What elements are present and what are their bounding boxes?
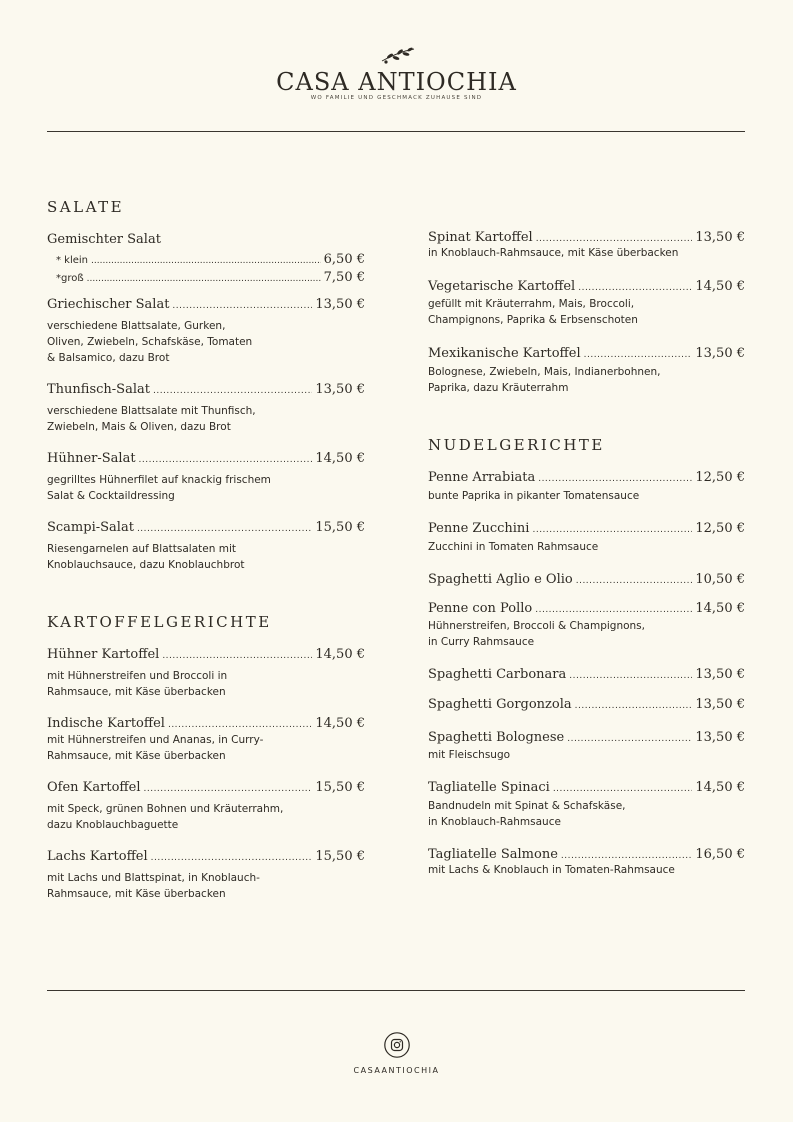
leader-dots [532,525,692,535]
dish-name: Indische Kartoffel [47,716,165,731]
leader-dots [535,605,692,615]
size-label: * klein [56,255,89,266]
brand-tagline: WO FAMILIE UND GESCHMACK ZUHAUSE SIND [310,95,483,101]
leader-dots [576,576,693,586]
dish-description: Bolognese, Zwiebeln, Mais, Indianerbohnen, Paprika, dazu Kräuterrahm [428,366,661,394]
right-column [428,230,745,878]
dish-name: Tagliatelle Salmone [428,847,558,862]
dish-name: Vegetarische Kartoffel [428,279,576,294]
left-column [47,198,365,902]
dish-description: mit Lachs und Blattspinat, in Knoblauch- Rahmsauce, mit Käse überbacken [47,872,260,900]
dish-description: mit Speck, grünen Bohnen und Kräuterrahm, dazu Knoblauchbaguette [47,803,284,831]
dish-price: 10,50 € [695,572,745,587]
menu-item [47,297,365,366]
dish-name: Tagliatelle Spinaci [428,780,550,795]
leader-dots [578,283,692,293]
section-title-kartoffel: KARTOFFELGERICHTE [47,613,272,631]
instagram-handle[interactable]: CASAANTIOCHIA [353,1066,440,1075]
section-title-salate: SALATE [47,198,125,216]
leader-dots [153,386,312,396]
dish-name: Spinat Kartoffel [428,230,533,245]
dish-name: Spaghetti Gorgonzola [428,697,572,712]
dish-name: Spaghetti Carbonara [428,667,567,682]
menu-item [428,230,745,261]
size-option [56,252,365,267]
menu-item [428,601,745,650]
dish-description: Bandnudeln mit Spinat & Schafskäse, in Knoblauch-Rahmsauce [428,800,626,828]
dish-description: mit Fleischsugo [428,749,511,761]
dish-price: 14,50 € [695,279,745,294]
menu-item [47,451,365,504]
dish-price: 13,50 € [695,346,745,361]
dish-name: Gemischter Salat [47,232,161,247]
menu-item [428,697,745,712]
leader-dots [575,701,693,711]
dish-name: Penne Arrabiata [428,470,536,485]
leader-dots [538,474,692,484]
menu-item [428,667,745,682]
leader-dots [137,524,312,534]
leader-dots [569,671,692,681]
dish-name: Penne con Pollo [428,601,533,616]
dish-description: mit Hühnerstreifen und Broccoli in Rahmsauce, mit Käse überbacken [47,670,228,698]
dish-name: Spaghetti Bolognese [428,730,565,745]
dish-description: bunte Paprika in pikanter Tomatensauce [428,490,640,502]
dish-name: Ofen Kartoffel [47,780,141,795]
dish-name: Penne Zucchini [428,521,530,536]
dish-description: in Knoblauch-Rahmsauce, mit Käse überbacken [428,247,679,259]
menu-item [428,279,745,328]
size-option [56,270,365,285]
dish-name: Thunfisch-Salat [47,382,150,397]
dish-price: 13,50 € [695,667,745,682]
leader-dots [151,853,313,863]
dish-name: Griechischer Salat [47,297,170,312]
dish-price: 15,50 € [315,780,365,795]
menu-item [47,716,365,764]
menu-item [47,849,365,902]
dish-description: mit Hühnerstreifen und Ananas, in Curry- Rahmsauce, mit Käse überbacken [47,734,264,762]
leader-dots [172,301,312,311]
menu-item [428,346,745,396]
dish-price: 13,50 € [315,382,365,397]
leader-dots [584,350,693,360]
dish-price: 6,50 € [323,252,365,267]
dish-price: 14,50 € [695,601,745,616]
dish-name: Lachs Kartoffel [47,849,148,864]
dish-price: 16,50 € [695,847,745,862]
leader-dots [561,851,692,861]
dish-description: Riesengarnelen auf Blattsalaten mit Knoblauchsauce, dazu Knoblauchbrot [47,543,245,571]
leader-dots [168,720,312,730]
dish-name: Hühner-Salat [47,451,136,466]
menu-item [428,780,745,830]
leader-dots [553,784,693,794]
menu-item [47,780,365,833]
instagram-icon[interactable] [384,1032,410,1058]
menu-item [428,847,745,878]
dish-price: 12,50 € [695,521,745,536]
leader-dots [143,784,312,794]
dish-price: 13,50 € [695,730,745,745]
menu-item [47,382,365,435]
dish-price: 14,50 € [315,647,365,662]
dish-price: 14,50 € [315,451,365,466]
menu-item [47,520,365,573]
dish-price: 13,50 € [695,230,745,245]
dish-price: 15,50 € [315,849,365,864]
leader-dots [91,256,321,266]
dish-price: 7,50 € [323,270,365,285]
section-title-nudel: NUDELGERICHTE [428,436,605,454]
brand-name: CASA ANTIOCHIA [276,68,517,96]
size-label: *groß [56,273,84,284]
olive-branch-icon [378,46,418,66]
dish-price: 15,50 € [315,520,365,535]
bottom-divider [47,990,745,991]
dish-name: Spaghetti Aglio e Olio [428,572,573,587]
dish-price: 13,50 € [695,697,745,712]
leader-dots [162,651,312,661]
menu-item [428,470,745,504]
dish-description: gegrilltes Hühnerfilet auf knackig frischem Salat & Cocktaildressing [47,474,271,502]
dish-price: 12,50 € [695,470,745,485]
dish-price: 14,50 € [695,780,745,795]
dish-description: Hühnerstreifen, Broccoli & Champignons, in Curry Rahmsauce [428,620,645,648]
dish-description: Zucchini in Tomaten Rahmsauce [428,541,599,553]
dish-name: Mexikanische Kartoffel [428,346,581,361]
menu-item [428,521,745,555]
menu-item [47,232,365,285]
top-divider [47,131,745,132]
dish-description: mit Lachs & Knoblauch in Tomaten-Rahmsauce [428,864,675,876]
leader-dots [87,274,321,284]
dish-description: verschiedene Blattsalate, Gurken, Oliven, Zwiebeln, Schafskäse, Tomaten & Balsamico, dazu Brot [47,320,253,364]
dish-description: verschiedene Blattsalate mit Thunfisch, Zwiebeln, Mais & Oliven, dazu Brot [47,405,256,433]
leader-dots [139,455,313,465]
menu-item [428,730,745,763]
leader-dots [567,734,692,744]
leader-dots [536,234,693,244]
dish-price: 13,50 € [315,297,365,312]
menu-item [428,572,745,587]
menu-item [47,647,365,700]
dish-name: Scampi-Salat [47,520,134,535]
dish-price: 14,50 € [315,716,365,731]
dish-description: gefüllt mit Kräuterrahm, Mais, Broccoli, Champignons, Paprika & Erbsenschoten [428,298,638,326]
dish-name: Hühner Kartoffel [47,647,160,662]
